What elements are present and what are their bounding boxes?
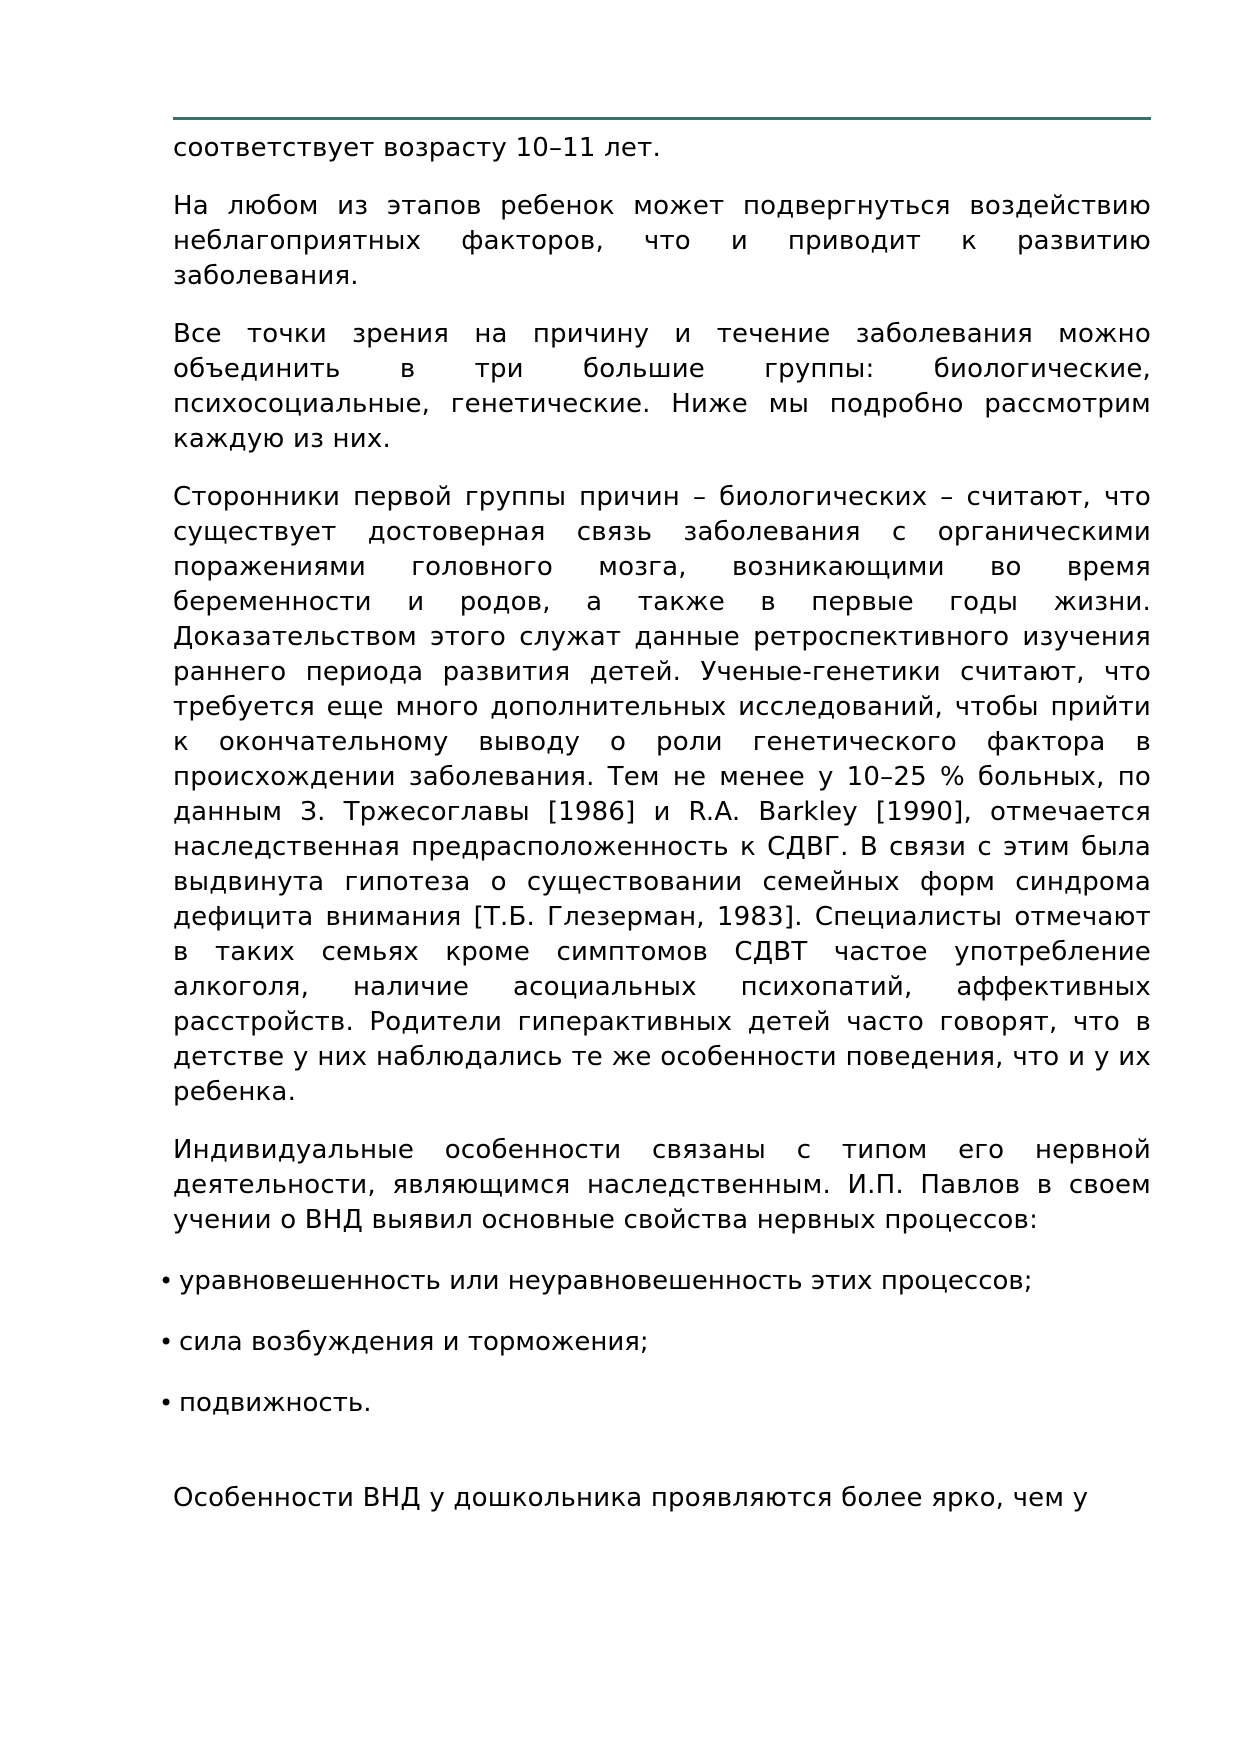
bullet-text: подвижность. xyxy=(179,1388,372,1418)
paragraph-three-groups: Все точки зрения на причину и течение заболевания можно объединить в три большие группы: биологические, психосоциальные, генетические. Ниже мы подробно рассмотрим каждую из них. xyxy=(173,319,1151,454)
paragraph-biological-causes: Сторонники первой группы причин – биологических – считают, что существует достоверная связь заболевания с органическими поражениями головного мозга, возникающими во время беременности и родов, а также в первые годы жизни. Доказательством этого служат данные ретроспективного изучения раннего периода развития детей. Ученые-генетики считают, что требуется еще много дополнительных исследований, чтобы прийти к окончательному выводу о роли генетического фактора в происхождении заболевания. Тем не менее у 10–25 % больных, по данным З. Тржесоглавы [1986] и R.A. Barkley [1990], отмечается наследственная предрасположенность к СДВГ. В связи с этим была выдвинута гипотеза о существовании семейных форм синдрома дефицита внимания [Т.Б. Глезерман, 1983]. Специалисты отмечают в таких семьях кроме симптомов СДВТ частое употребление алкоголя, наличие асоциальных психопатий, аффективных расстройств. Родители гиперактивных детей часто говорят, что в детстве у них наблюдались те же особенности поведения, что и у их ребенка. xyxy=(173,482,1151,1107)
section-divider-rule xyxy=(173,117,1151,120)
paragraph-stages-risk: На любом из этапов ребенок может подвергнуться воздействию неблагоприятных факторов, что и приводит к развитию заболевания. xyxy=(173,191,1151,291)
bullet-item-balance xyxy=(159,1264,1151,1299)
bullet-item-strength xyxy=(159,1325,1151,1360)
paragraph-individual-traits: Индивидуальные особенности связаны с типом его нервной деятельности, являющимся наследственным. И.П. Павлов в своем учении о ВНД выявил основные свойства нервных процессов: xyxy=(173,1135,1151,1235)
document-page xyxy=(159,0,1151,1516)
bullet-marker-icon: • xyxy=(159,1328,174,1356)
paragraph-vnd-preschooler: Особенности ВНД у дошкольника проявляются более ярко, чем у xyxy=(173,1483,1089,1513)
bullet-text: уравновешенность или неуравновешенность этих процессов; xyxy=(179,1266,1033,1296)
bullet-marker-icon: • xyxy=(159,1267,174,1295)
bullet-item-mobility xyxy=(159,1386,1151,1421)
paragraph-continuation: соответствует возрасту 10–11 лет. xyxy=(173,133,661,163)
bullet-marker-icon: • xyxy=(159,1389,174,1417)
bullet-text: сила возбуждения и торможения; xyxy=(179,1327,649,1357)
